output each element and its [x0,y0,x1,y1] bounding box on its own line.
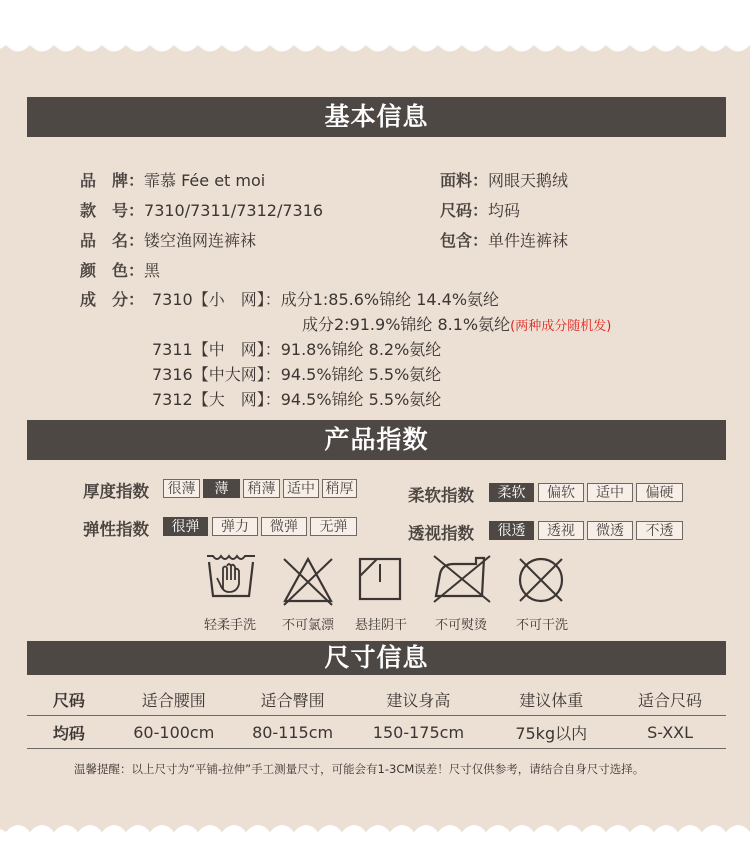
elasticity-option: 微弹 [261,517,307,536]
thickness-option: 很薄 [163,479,200,498]
name-label: 品 名： [80,231,145,250]
transparency-index-title: 透视指数 [408,524,474,543]
care-label-no-dry-clean: 不可干洗 [515,618,568,633]
transparency-option: 透视 [538,521,584,540]
elasticity-option: 弹力 [212,517,258,536]
size-header-cell: 建议体重 [488,683,614,716]
softness-option-selected: 柔软 [489,483,534,502]
elasticity-option: 无弹 [310,517,357,536]
size-cell: 75kg以内 [488,716,614,749]
brand-row [80,168,265,191]
section-title-product-index: 产品指数 [324,425,429,454]
size-cell: 60-100cm [111,716,237,749]
include-label: 包含： [440,231,489,250]
size-cell: 均码 [27,716,111,749]
hand-wash-icon [203,550,259,602]
size-cell: 150-175cm [349,716,489,749]
transparency-option: 不透 [636,521,683,540]
section-title-size-info: 尺寸信息 [324,643,429,672]
top-wave-border [0,0,750,70]
size-table [27,683,726,749]
size-label: 尺码： [440,201,489,220]
thickness-option-selected: 薄 [203,479,240,498]
hang-dry-shade-icon [357,556,403,602]
brand-label: 品 牌： [80,171,145,190]
size-table-header [27,683,726,716]
fabric-row [440,168,568,191]
composition-label: 成 分： [80,290,145,309]
composition-line [302,312,611,335]
color-label: 颜 色： [80,261,145,280]
care-label-no-bleach: 不可氯漂 [281,618,334,633]
softness-option: 偏硬 [636,483,683,502]
transparency-option-selected: 很透 [489,521,534,540]
size-cell: S-XXL [614,716,726,749]
no-bleach-icon [281,555,335,607]
size-value: 均码 [488,201,521,220]
model-label: 款 号： [80,201,145,220]
size-header-cell: 适合腰围 [111,683,237,716]
table-row [27,716,726,749]
color-value: 黑 [144,261,161,280]
size-header-cell: 建议身高 [349,683,489,716]
elasticity-option-selected: 很弹 [163,517,208,536]
thickness-option: 稍薄 [243,479,280,498]
composition-line-text: 成分2:91.9%锦纶 8.1%氨纶 [302,315,511,334]
fabric-value: 网眼天鹅绒 [488,171,569,190]
composition-line: 7312【大 网】：94.5%锦纶 5.5%氨纶 [152,390,442,409]
section-bar-product-index [27,420,726,460]
thickness-option: 适中 [283,479,319,498]
color-row [80,258,160,281]
brand-value: 霏慕 Fée et moi [144,171,266,190]
no-iron-icon [430,552,494,606]
softness-option: 适中 [587,483,633,502]
thickness-index-title: 厚度指数 [83,482,149,501]
section-title-basic-info: 基本信息 [324,102,429,131]
care-label-hang-dry: 悬挂阴干 [354,618,407,633]
composition-note: (两种成分随机发) [510,319,612,334]
size-header-cell: 适合尺码 [614,683,726,716]
softness-index-title: 柔软指数 [408,486,474,505]
care-label-hand-wash: 轻柔手洗 [203,618,256,633]
composition-line: 7311【中 网】：91.8%锦纶 8.2%氨纶 [152,340,442,359]
fabric-label: 面料： [440,171,489,190]
elasticity-index-title: 弹性指数 [83,520,149,539]
softness-option: 偏软 [538,483,584,502]
size-row [440,198,520,221]
model-value: 7310/7311/7312/7316 [144,201,324,220]
thickness-option: 稍厚 [322,479,357,498]
size-header-cell: 尺码 [27,683,111,716]
transparency-option: 微透 [587,521,633,540]
include-row [440,228,568,251]
name-row [80,228,256,251]
no-dry-clean-icon [515,554,567,606]
include-value: 单件连裤袜 [488,231,569,250]
size-note: 温馨提醒：以上尺寸为“平铺-拉伸”手工测量尺寸，可能会有1-3CM误差！尺寸仅供参考，请结合自身尺寸选择。 [74,762,645,776]
care-label-no-iron: 不可熨烫 [434,618,487,633]
model-row [80,198,323,221]
size-cell: 80-115cm [237,716,349,749]
section-bar-basic-info [27,97,726,137]
name-value: 镂空渔网连裤袜 [144,231,257,250]
section-bar-size-info [27,641,726,675]
composition-line: 7316【中大网】：94.5%锦纶 5.5%氨纶 [152,365,442,384]
bottom-wave-border [0,810,750,851]
size-header-cell: 适合臀围 [237,683,349,716]
composition-row [80,287,144,310]
composition-line: 7310【小 网】：成分1:85.6%锦纶 14.4%氨纶 [152,290,500,309]
